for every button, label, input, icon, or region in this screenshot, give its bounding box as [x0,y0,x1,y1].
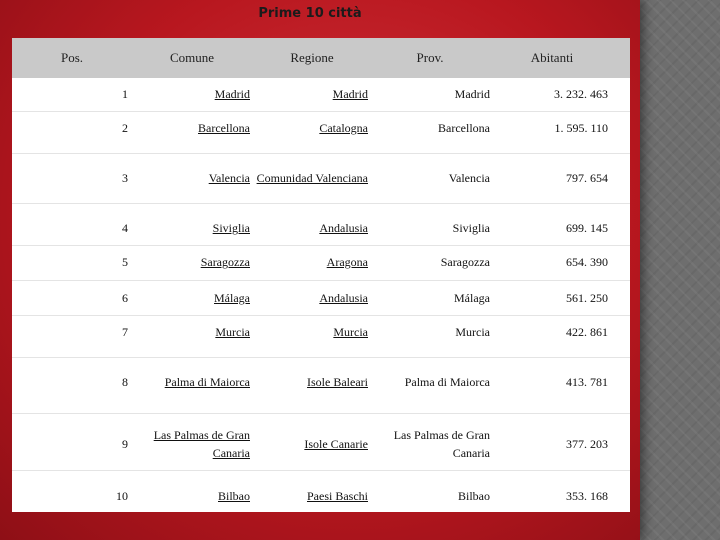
cell-abitanti: 413. 781 [566,375,608,389]
cell-pos: 6 [122,291,128,305]
cell-prov: Valencia [448,171,490,185]
cell-prov: Barcellona [438,121,490,135]
cell-pos: 10 [116,489,128,503]
cell-regione: Paesi Baschi [307,489,368,503]
cell-pos: 4 [122,221,128,235]
row-divider [12,280,630,281]
cell-prov: Las Palmas de Gran Canaria [393,428,490,460]
cell-abitanti: 1. 595. 110 [554,121,608,135]
cell-comune: Barcellona [198,121,250,135]
cell-abitanti: 561. 250 [566,291,608,305]
cell-comune: Siviglia [212,221,250,235]
row-divider [12,153,630,154]
cell-regione: Andalusia [319,291,368,305]
table-header [12,38,630,78]
cell-prov: Saragozza [440,255,490,269]
row-divider [12,111,630,112]
cell-prov: Palma di Maiorca [404,375,490,389]
cell-abitanti: 3. 232. 463 [554,87,608,101]
cell-regione: Murcia [333,325,368,339]
cell-comune: Valencia [208,171,250,185]
cell-abitanti: 797. 654 [566,171,608,185]
cell-prov: Bilbao [458,489,490,503]
cell-pos: 9 [122,437,128,451]
row-divider [12,357,630,358]
cell-abitanti: 654. 390 [566,255,608,269]
cell-regione: Madrid [332,87,368,101]
cell-prov: Murcia [455,325,490,339]
cell-comune: Saragozza [200,255,250,269]
cell-comune: Palma di Maiorca [164,375,250,389]
cell-comune: Bilbao [218,489,250,503]
header-prov: Prov. [416,50,444,65]
cell-abitanti: 377. 203 [566,437,608,451]
cell-regione: Isole Canarie [304,437,368,451]
cell-comune: Murcia [215,325,250,339]
cell-pos: 7 [122,325,128,339]
row-divider [12,315,630,316]
cell-pos: 2 [122,121,128,135]
row-divider [12,245,630,246]
cell-abitanti: 699. 145 [566,221,608,235]
header-regione: Regione [290,50,334,65]
cell-comune: Madrid [214,87,250,101]
cell-pos: 8 [122,375,128,389]
row-divider [12,203,630,204]
cities-table [12,38,630,512]
cell-comune: Las Palmas de Gran Canaria [153,428,250,460]
header-abitanti: Abitanti [530,50,574,65]
cell-regione: Comunidad Valenciana [256,171,368,185]
cell-pos: 3 [122,171,128,185]
cell-prov: Madrid [454,87,490,101]
cell-comune: Málaga [214,291,250,305]
cell-abitanti: 422. 861 [566,325,608,339]
row-divider [12,470,630,471]
cell-regione: Catalogna [319,121,368,135]
cell-prov: Siviglia [452,221,490,235]
cell-pos: 5 [122,255,128,269]
cell-regione: Aragona [326,255,368,269]
cell-regione: Andalusia [319,221,368,235]
row-divider [12,413,630,414]
header-pos: Pos. [60,50,84,65]
cell-regione: Isole Baleari [307,375,368,389]
cell-abitanti: 353. 168 [566,489,608,503]
slide-title: Prime 10 città [258,6,362,21]
cell-pos: 1 [122,87,128,101]
cell-prov: Málaga [454,291,490,305]
header-comune: Comune [169,50,215,65]
